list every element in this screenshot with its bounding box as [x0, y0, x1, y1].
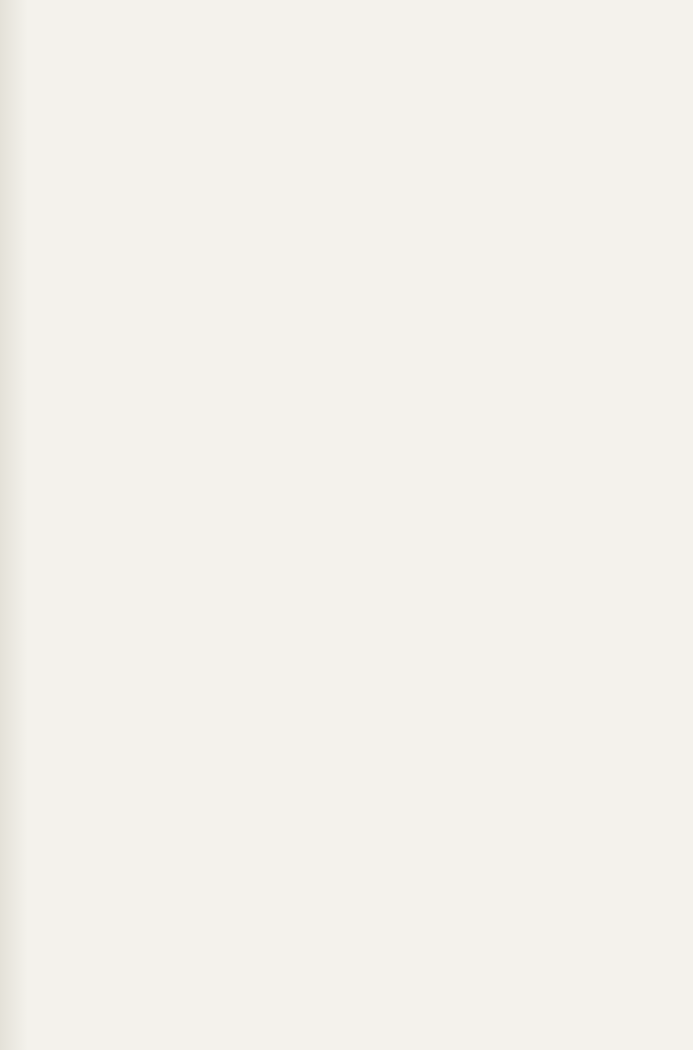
text-line	[40, 640, 670, 666]
paragraph	[40, 153, 670, 389]
text-line	[40, 66, 670, 92]
text-line	[40, 1031, 670, 1050]
body-text	[40, 6, 670, 1050]
text-line	[40, 119, 670, 145]
text-line	[40, 423, 670, 449]
text-line	[40, 1005, 670, 1031]
text-line	[40, 858, 670, 884]
text-line	[40, 562, 670, 588]
paragraph-gap	[40, 554, 670, 562]
text-line	[40, 284, 670, 310]
text-line	[40, 32, 670, 58]
paragraph-gap	[40, 884, 670, 892]
text-line	[40, 449, 670, 475]
page-gutter	[0, 0, 28, 1050]
text-line	[40, 918, 670, 944]
text-line	[40, 205, 670, 231]
text-line	[40, 753, 670, 779]
text-line	[40, 6, 670, 32]
text-line	[40, 153, 670, 179]
text-line	[40, 336, 670, 362]
paragraph-gap	[40, 667, 670, 675]
text-line	[40, 588, 670, 614]
paragraph	[40, 562, 670, 667]
text-line	[40, 501, 670, 527]
text-line	[40, 832, 670, 858]
text-line	[40, 892, 670, 918]
text-line	[40, 701, 670, 727]
text-line	[40, 614, 670, 640]
paragraph-gap	[40, 997, 670, 1005]
paragraph	[40, 6, 670, 58]
paragraph-gap	[40, 58, 670, 66]
text-line	[40, 232, 670, 258]
paragraph-gap	[40, 389, 670, 397]
paragraph	[40, 397, 670, 554]
text-line	[40, 944, 670, 970]
text-line	[40, 179, 670, 205]
text-line	[40, 971, 670, 997]
text-line	[40, 310, 670, 336]
text-line	[40, 779, 670, 805]
paragraph	[40, 1005, 670, 1050]
text-line	[40, 258, 670, 284]
paragraph	[40, 66, 670, 145]
text-line	[40, 93, 670, 119]
text-line	[40, 397, 670, 423]
text-line	[40, 805, 670, 831]
text-line	[40, 727, 670, 753]
text-line	[40, 528, 670, 554]
text-line	[40, 475, 670, 501]
paragraph-gap	[40, 145, 670, 153]
text-line	[40, 675, 670, 701]
paragraph	[40, 892, 670, 997]
paragraph	[40, 675, 670, 885]
text-line	[40, 362, 670, 388]
